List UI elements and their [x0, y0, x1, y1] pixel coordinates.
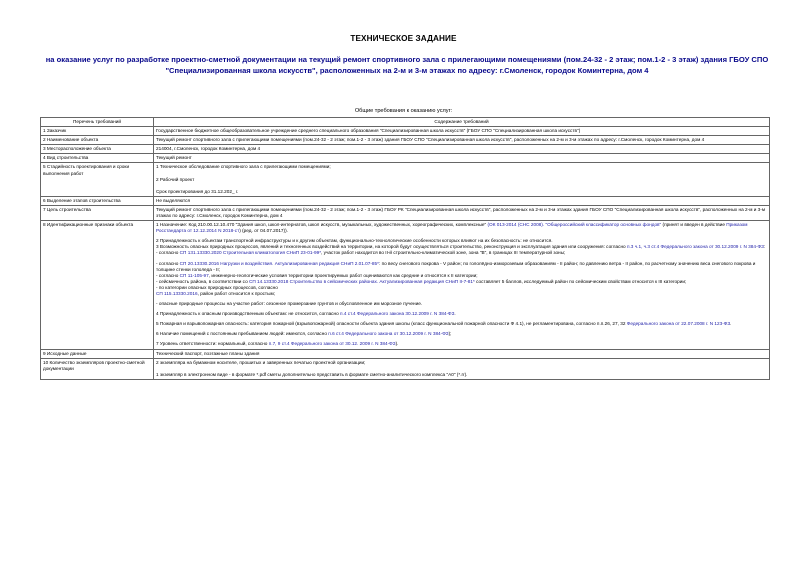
stage-line: 2 Рабочий проект	[156, 176, 195, 182]
sp-115-item: СП 115.13330.2016, район работ относится к простым;	[156, 290, 275, 296]
row-content: Текущий ремонт спортивного зала с прилегающими помещениями (пом.24-32 - 2 этаж; пом.1-2 - 3 этаж) ГБОУ РК "Специализированная школа искусств", расположенных на 2-м и 3-м этажах здания ГБОУ СПО "Специализированная школа искусств", расположенных на 2-м и 3-м этажах по адресу: г.Смоленск, городок Коминтерна, дом 4	[154, 205, 770, 220]
row-content: Государственное бюджетное общеобразовательное учреждение среднего специального образования "Специализированная школа искусств" (ГБОУ СПО "Специализированная школа искусств")	[154, 127, 770, 136]
responsibility-item: 7 Уровень ответственности: нормальный, согласно п.7, 9 ст.4 Федерального закона от 30.12. 2009 г. N 384-ФЗ).	[156, 341, 399, 347]
geology-item: - согласно СП 11-105-97, инженерно-геологические условия территории проектируемых работ оцениваются как средние и относятся к II категории;	[156, 272, 478, 278]
header-col-content: Содержание требований	[154, 118, 770, 127]
transport-item: 2 Принадлежность к объектам транспортной инфраструктуры и к другим объектам, функционально-технологические особенности которых влияют на их безопасность: не относится.	[156, 238, 553, 244]
frost-item: - опасные природные процессы на участке работ: сезонное промерзание грунтов и обусловленное им морозное пучение.	[156, 301, 423, 307]
law-384-p7-link[interactable]: п.7, 9 ст.4 Федерального закона от 30.12. 2009 г. N 384-ФЗ	[268, 341, 396, 347]
stage-line: 1 Техническое обследование спортивного зала с прилегающими помещениями;	[156, 164, 331, 170]
law-123-link[interactable]: Федерального закона от 22.07.2008 г. N 123-ФЗ	[626, 321, 731, 327]
loads-item: - согласно СП 20.13330.2016 Нагрузки и воздействия. Актуализированная редакция СНиП 2.01.07-85*: по весу снегового покрова - V район; по гололёдно-изморозевым образованиям - II район; по давлению ветра - II район, по расчетному значению веса снегового покрова и толщине стенки гололеда - II;	[156, 260, 756, 272]
table-header-row	[41, 118, 770, 127]
row-content: Технический паспорт, поэтажные планы здания	[154, 349, 770, 358]
requirements-table	[40, 117, 770, 380]
sp-20-link[interactable]: СП 20.13330.2016 Нагрузки и воздействия. Актуализированная редакция СНиП 2.01.07-85*	[179, 260, 379, 266]
row-label: 7 Цель строительства	[41, 205, 154, 220]
copies-electronic-line: 1 экземпляр в электронном виде - в формате *.pdf сметы дополнительно представить в формате сметно-аналитического комплекса "А0" (*.rr).	[156, 371, 468, 377]
row-content: 214004, г.Смоленск, городок Коминтерна, дом 4	[154, 145, 770, 154]
row-label: 9 Исходные данные	[41, 349, 154, 358]
row-label: 5 Стадийность проектирования и сроки выполнения работ	[41, 163, 154, 196]
purpose-item: 1 Назначение: Код 210.00.12.10.470 "Здания школ, школ-интернатов, школ искусств, музыкальных, художественных, хореографических, комплексные" (ОК 013-2014 (СНС 2008). "Общероссийский классификатор основных фондов" (принят и введен в действие Приказом Росстандарта от 12.12.2014 N 2018-ст) (ред. от 04.07.2017)).	[156, 222, 748, 234]
classifier-link[interactable]: (ОК 013-2014 (СНС 2008). "Общероссийский классификатор основных фондов"	[487, 222, 662, 228]
law-384-p4-link[interactable]: п.4 ст.4 Федерального закона 30.12.2009 г. N 384-ФЗ	[340, 311, 455, 317]
table-row	[41, 221, 770, 350]
table-row	[41, 358, 770, 379]
table-caption: Общие требования к оказанию услуг:	[354, 108, 453, 114]
header-col-requirements: Перечень требований	[41, 118, 154, 127]
fire-safety-item: 5 Пожарная и взрывопожарная опасность: категория пожарной (взрывопожарной) опасности объекта здания школы (класс функциональной пожарной опасности Ф 4.1), не регламентирована, согласно п.п.26, 27, 32 Федерального закона от 22.07.2008 г. N 123-ФЗ.	[156, 321, 732, 327]
row-content: Текущий ремонт	[154, 154, 770, 163]
row-content	[154, 163, 770, 196]
row-label: 8 Идентификационные признаки объекта	[41, 221, 154, 350]
table-row	[41, 196, 770, 205]
law-384-link[interactable]: п.3 ч.1, ч.3 ст.4 Федерального закона от 30.12.2009 г. N 384-ФЗ	[626, 244, 764, 250]
table-row	[41, 154, 770, 163]
table-row	[41, 127, 770, 136]
deadline-line: Срок проектирования до 31.12.202_ г.	[156, 188, 239, 194]
row-content	[154, 221, 770, 350]
table-row	[41, 136, 770, 145]
copies-paper-line: 2 экземпляра на бумажном носителе, прошитых и заверенных печатью проектной организации;	[156, 359, 366, 365]
sp-11-link[interactable]: СП 11-105-97	[179, 272, 209, 278]
row-label: 1 Заказчик	[41, 127, 154, 136]
seismic-item: - сейсмичность района, в соответствии со СП 14.13330.2018 Строительство в сейсмических районах. Актуализированная редакция СНиП II-7-81* составляет 5 баллов, исследуемый район по сейсмическим свойствам относится к III категории;	[156, 278, 687, 284]
hazards-item: 3 Возможность опасных природных процессов, явлений и техногенных воздействий на территории, на которой будут осуществляться строительство, реконструкция и эксплуатация здания или сооружения: согласно п.3 ч.1, ч.3 ст.4 Федерального закона от 30.12.2009 г. N 384-ФЗ:	[156, 244, 766, 250]
climate-item: - согласно СП 131.13330.2020 Строительная климатология СНиП 23-01-99*, участок работ находится во II-й строительно-климатической зоне, зона "В", в границах III температурной зоны;	[156, 250, 566, 256]
row-content	[154, 358, 770, 379]
order-link[interactable]: Приказом Росстандарта от 12.12.2014 N 2018-ст	[156, 222, 748, 234]
table-row	[41, 163, 770, 196]
row-label: 2 Наименование объекта	[41, 136, 154, 145]
document-subtitle: на оказание услуг по разработке проектно-сметной документации на текущий ремонт спортивного зала с прилегающими помещениями (пом.24-32 - 2 этаж; пом.1-2 - 3 этаж) здания ГБОУ СПО "Специализированная школа искусств", расположенных на 2-м и 3-м этажах по адресу: г.Смоленск, городок Коминтерна, дом 4	[45, 55, 769, 75]
hazardous-facility-item: 4 Принадлежность к опасным производственным объектам: не относится, согласно п.4 ст.4 Федерального закона 30.12.2009 г. N 384-ФЗ.	[156, 311, 456, 317]
row-label: 3 Месторасположение объекта	[41, 145, 154, 154]
law-384-p6-link[interactable]: п.6 ст.4 Федерального закона от 30.12.2009 г. N 384-ФЗ	[328, 331, 449, 337]
row-label: 4 Вид строительства	[41, 154, 154, 163]
table-row	[41, 205, 770, 220]
row-content: Не выделяются	[154, 196, 770, 205]
natural-processes-item: - по категории опасных природных процессов, согласно	[156, 284, 278, 290]
row-content: Текущий ремонт спортивного зала с прилегающими помещениями (пом.24-32 - 2 этаж; пом.1-2 - 3 этаж) здания ГБОУ СПО "Специализированная школа искусств", расположенных на 2-м и 3-м этажах по адресу: г.Смоленск, городок Коминтерна, дом 4	[154, 136, 770, 145]
sp-131-link[interactable]: СП 131.13330.2020 Строительная климатология СНиП 23-01-99*	[179, 250, 322, 256]
table-row	[41, 349, 770, 358]
sp-115-link[interactable]: СП 115.13330.2016	[156, 290, 198, 296]
table-row	[41, 145, 770, 154]
document-title: ТЕХНИЧЕСКОЕ ЗАДАНИЕ	[350, 34, 457, 43]
sp-14-link[interactable]: СП 14.13330.2018 Строительство в сейсмических районах. Актуализированная редакция СНиП II-7-81*	[249, 278, 475, 284]
row-label: 6 Выделение этапов строительства	[41, 196, 154, 205]
occupancy-item: 6 Наличие помещений с постоянным пребыванием людей: имеются, согласно п.6 ст.4 Федерального закона от 30.12.2009 г. N 384-ФЗ);	[156, 331, 452, 337]
row-label: 10 Количество экземпляров проектно-сметной документации	[41, 358, 154, 379]
